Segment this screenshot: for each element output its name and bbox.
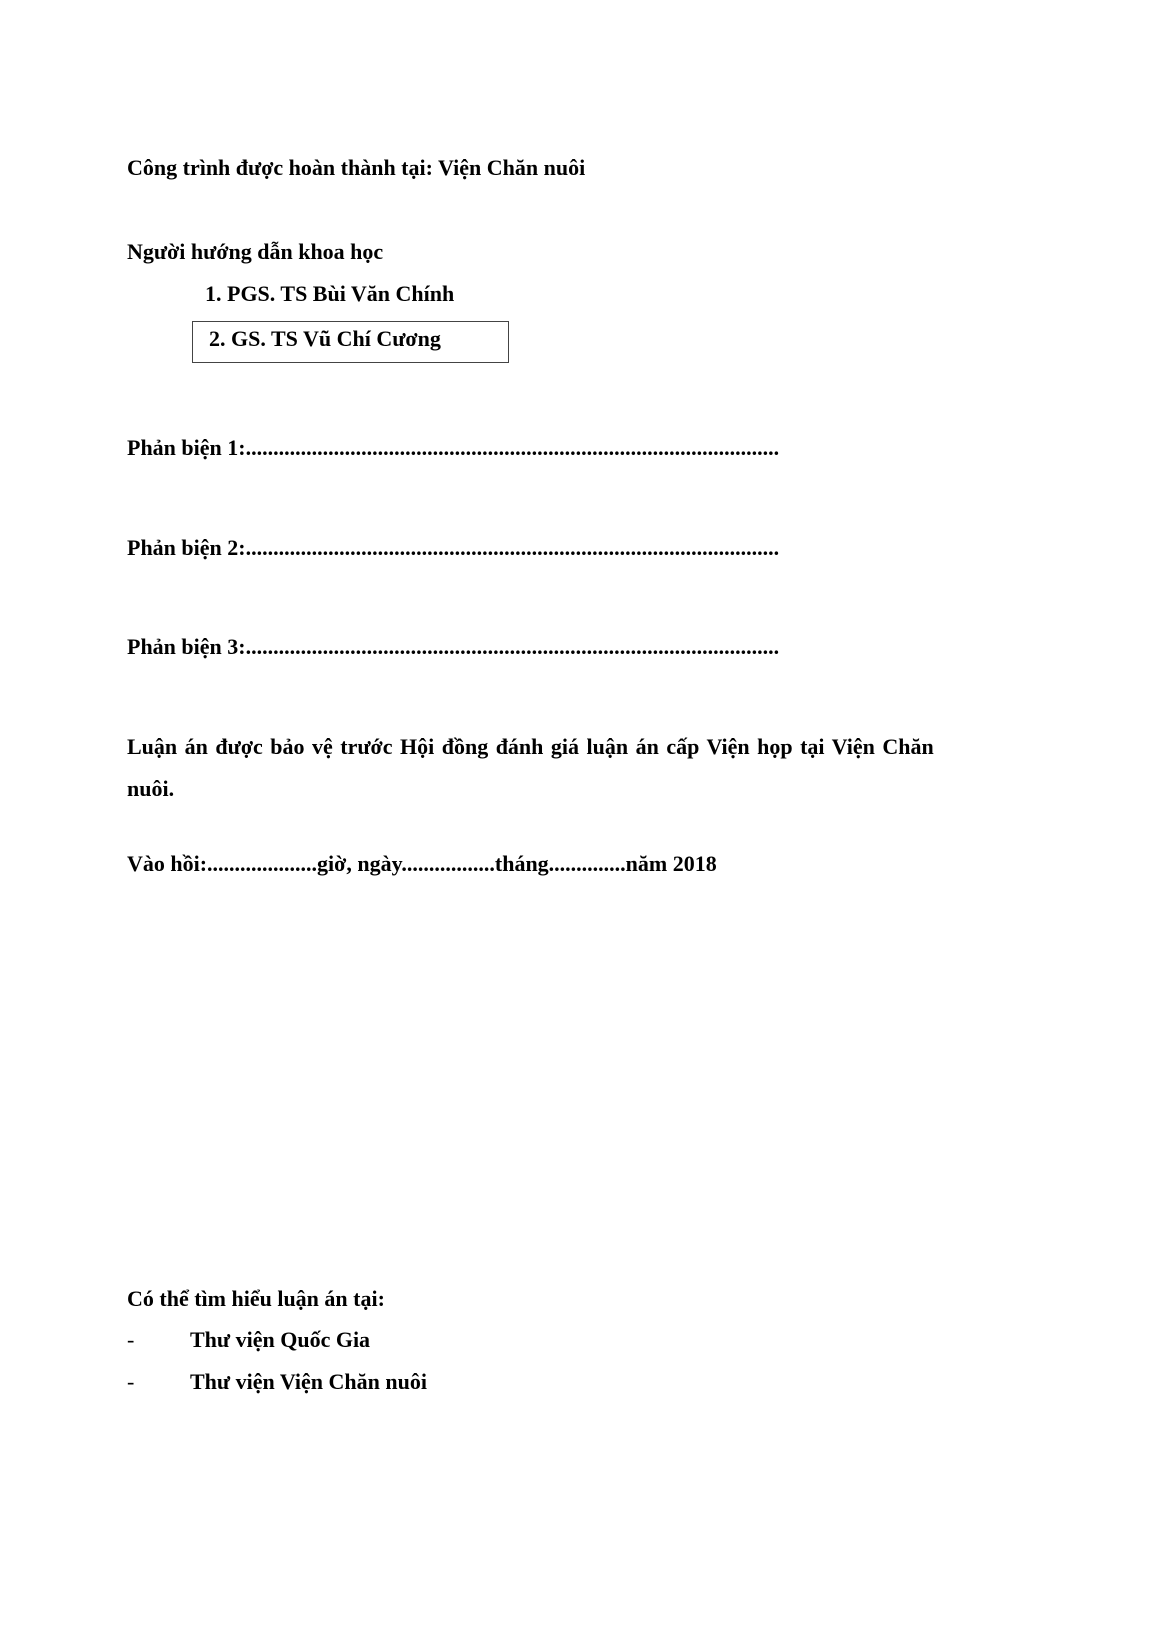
reviewer-1-line: Phản biện 1:................................................................................................. [127,435,780,460]
reviewer-2-line: Phản biện 2:................................................................................................. [127,535,780,560]
time-line: Vào hồi:....................giờ, ngày.................tháng..............năm 2018 [127,851,717,876]
supervisor-item: 2. GS. TS Vũ Chí Cương [209,326,441,351]
library-name: Thư viện Viện Chăn nuôi [190,1369,427,1394]
completed-at-line: Công trình được hoàn thành tại: Viện Chăn nuôi [127,155,586,180]
supervisors-heading: Người hướng dẫn khoa học [127,239,384,264]
supervisor-item: 1. PGS. TS Bùi Văn Chính [205,281,455,306]
supervisor-box [192,321,509,363]
defense-paragraph-line-2: nuôi. [127,776,175,801]
find-heading: Có thể tìm hiểu luận án tại: [127,1286,385,1311]
defense-paragraph-line-1: Luận án được bảo vệ trước Hội đồng đánh giá luận án cấp Viện họp tại Viện Chăn [127,734,934,759]
bullet-dash: - [127,1327,135,1352]
reviewer-3-line: Phản biện 3:................................................................................................. [127,634,780,659]
library-name: Thư viện Quốc Gia [190,1327,371,1352]
bullet-dash: - [127,1369,135,1394]
